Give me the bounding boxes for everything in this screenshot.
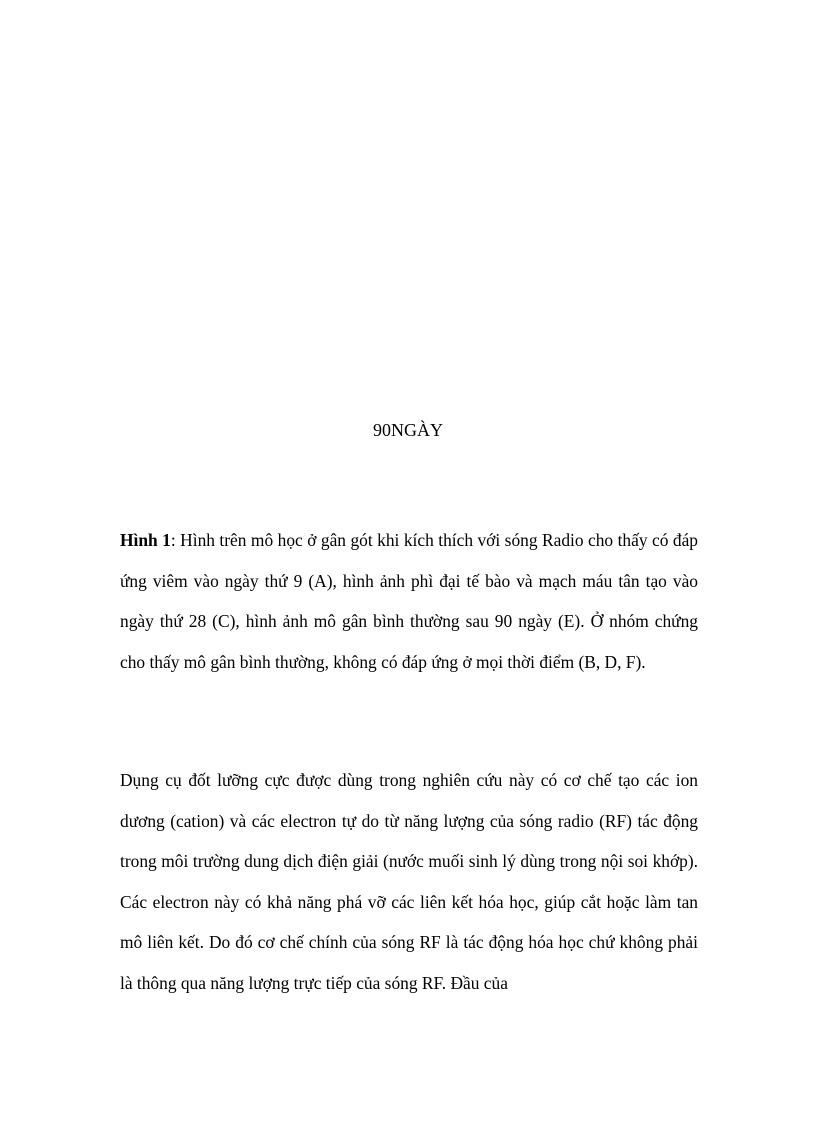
body-paragraph: Dụng cụ đốt lưỡng cực được dùng trong nghiên cứu này có cơ chế tạo các ion dương (cation) và các electron tự do từ năng lượng của sóng radio (RF) tác động trong môi trường dung dịch điện giải (nước muối sinh lý dùng trong nội soi khớp). Các electron này có khả năng phá vỡ các liên kết hóa học, giúp cắt hoặc làm tan mô liên kết. Do đó cơ chế chính của sóng RF là tác động hóa học chứ không phải là thông qua năng lượng trực tiếp của sóng RF. Đầu của <box>120 770 698 993</box>
caption-label: Hình 1 <box>120 530 171 550</box>
figure-heading: 90NGÀY <box>373 420 443 440</box>
figure-caption <box>120 520 698 682</box>
caption-text: : Hình trên mô học ở gân gót khi kích thích với sóng Radio cho thấy có đáp ứng viêm vào ngày thứ 9 (A), hình ảnh phì đại tế bào và mạch máu tân tạo vào ngày thứ 28 (C), hình ảnh mô gân bình thường sau 90 ngày (E). Ở nhóm chứng cho thấy mô gân bình thường, không có đáp ứng ở mọi thời điểm (B, D, F). <box>120 530 698 672</box>
